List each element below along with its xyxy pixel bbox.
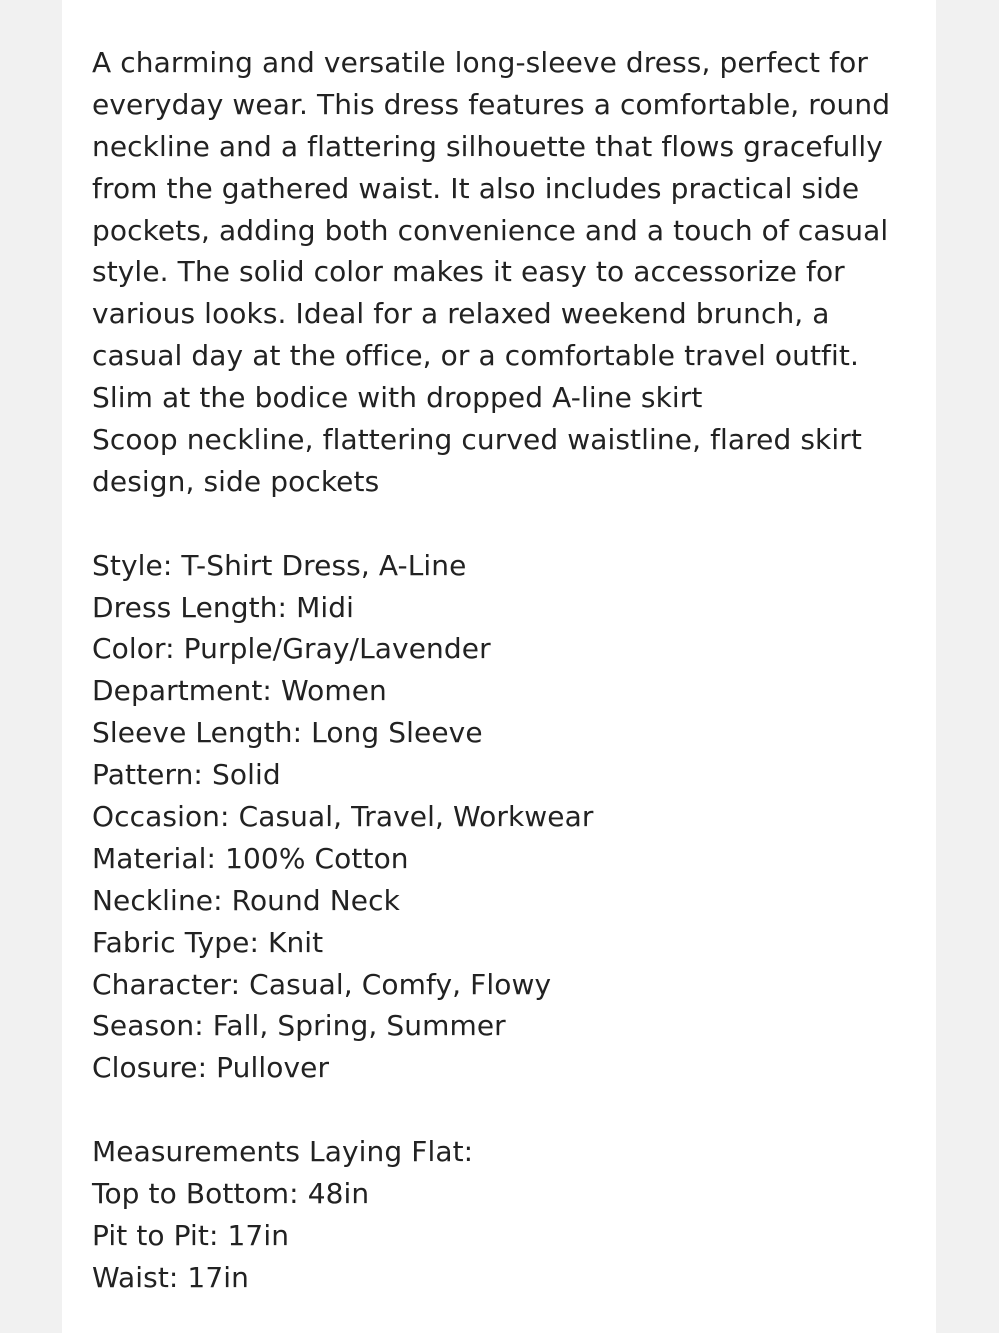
- spec-item: Closure: Pullover: [92, 1051, 330, 1085]
- spec-item: Pattern: Solid: [92, 758, 281, 792]
- spec-item: Occasion: Casual, Travel, Workwear: [92, 800, 594, 834]
- spec-item: Season: Fall, Spring, Summer: [92, 1009, 506, 1043]
- spec-item: Dress Length: Midi: [92, 590, 354, 624]
- description-line: neckline and a flattering silhouette that flows gracefully: [92, 129, 883, 163]
- description-paragraph: [92, 42, 922, 503]
- spec-item: Color: Purple/Gray/Lavender: [92, 632, 491, 666]
- description-line: casual day at the office, or a comfortable travel outfit.: [92, 339, 859, 373]
- spacer: [92, 503, 922, 545]
- description-line: everyday wear. This dress features a comfortable, round: [92, 87, 891, 121]
- spacer: [92, 1089, 922, 1131]
- spec-item: Character: Casual, Comfy, Flowy: [92, 967, 552, 1001]
- spec-list: [92, 545, 922, 1090]
- spec-item: Department: Women: [92, 674, 387, 708]
- spec-item: Style: T-Shirt Dress, A-Line: [92, 548, 467, 582]
- spec-item: Material: 100% Cotton: [92, 841, 409, 875]
- spec-item: Sleeve Length: Long Sleeve: [92, 716, 483, 750]
- measurement-item: Pit to Pit: 17in: [92, 1218, 290, 1252]
- listing-page: [62, 0, 936, 1333]
- description-line: pockets, adding both convenience and a touch of casual: [92, 213, 889, 247]
- description-line: A charming and versatile long-sleeve dress, perfect for: [92, 46, 868, 79]
- description-line: design, side pockets: [92, 464, 380, 498]
- description-line: various looks. Ideal for a relaxed weekend brunch, a: [92, 297, 830, 331]
- description-line: from the gathered waist. It also includes practical side: [92, 171, 860, 205]
- description-line: Slim at the bodice with dropped A-line skirt: [92, 381, 703, 415]
- measurements-section: [92, 1131, 922, 1299]
- measurement-item: Waist: 17in: [92, 1260, 249, 1294]
- description-line: Scoop neckline, flattering curved waistline, flared skirt: [92, 423, 862, 457]
- spec-item: Fabric Type: Knit: [92, 925, 324, 959]
- description-line: style. The solid color makes it easy to accessorize for: [92, 255, 845, 289]
- measurements-heading: Measurements Laying Flat:: [92, 1135, 474, 1169]
- listing-description: [92, 42, 922, 1299]
- spec-item: Neckline: Round Neck: [92, 883, 400, 917]
- measurement-item: Top to Bottom: 48in: [92, 1177, 370, 1211]
